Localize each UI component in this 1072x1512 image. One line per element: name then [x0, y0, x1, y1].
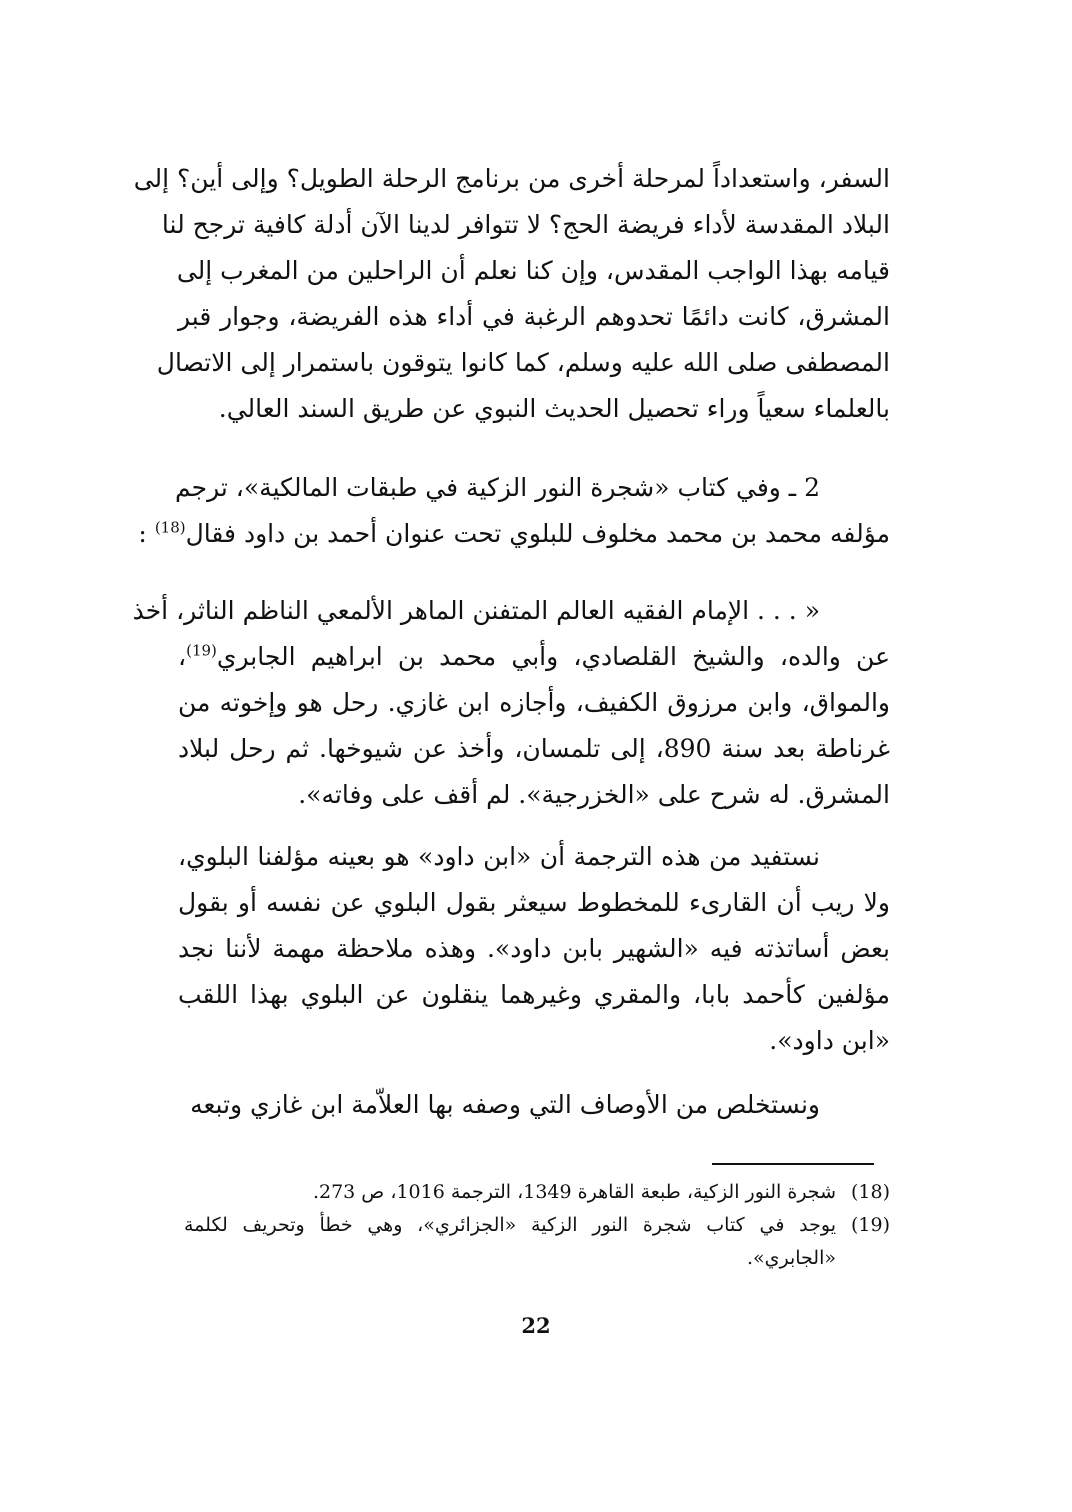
text-line: ونستخلص من الأوصاف التي وصفه بها العلاّمة ابن غازي وتبعه — [190, 1090, 820, 1119]
text-line: السفر، واستعداداً لمرحلة أخرى من برنامج الرحلة الطويل؟ وإلى أين؟ إلى — [133, 164, 890, 193]
text-line: قيامه بهذا الواجب المقدس، وإن كنا نعلم أن الراحلين من المغرب إلى — [176, 256, 890, 285]
footnotes — [184, 1176, 890, 1275]
text-line: غرناطة بعد سنة 890، إلى تلمسان، وأخذ عن شيوخها. ثم رحل لبلاد — [178, 734, 890, 763]
text-line: مؤلفين كأحمد بابا، والمقري وغيرهما ينقلون عن البلوي بهذا اللقب — [178, 980, 890, 1009]
text-line: بعض أساتذته فيه «الشهير بابن داود». وهذه ملاحظة مهمة لأننا نجد — [178, 934, 890, 963]
footnote-ref-18[interactable]: (18) — [154, 518, 186, 537]
text-line: بالعلماء سعياً وراء تحصيل الحديث النبوي عن طريق السند العالي. — [218, 394, 890, 423]
paragraph-4 — [178, 834, 890, 1064]
paragraph-5 — [178, 1082, 890, 1128]
text-line — [178, 634, 890, 680]
text-line: المصطفى صلى الله عليه وسلم، كما كانوا يتوقون باستمرار إلى الاتصال — [156, 348, 890, 377]
line-text: عن والده، والشيخ القلصادي، وأبي محمد بن ابراهيم الجابري — [216, 642, 890, 671]
footnote-18 — [184, 1176, 890, 1209]
paragraph-2 — [138, 465, 890, 557]
text-line: «ابن داود». — [769, 1026, 890, 1055]
text-line: ولا ريب أن القارىء للمخطوط سيعثر بقول البلوي عن نفسه أو بقول — [178, 888, 890, 917]
text-line: « . . . الإمام الفقيه العالم المتفنن الماهر الألمعي الناظم الناثر، أخذ — [132, 596, 820, 625]
footnote-19 — [184, 1209, 890, 1275]
paragraph-3 — [132, 588, 890, 818]
footnote-text: يوجد في كتاب شجرة النور الزكية «الجزائري»، وهي خطأ وتحريف لكلمة — [184, 1214, 836, 1236]
text-line: والمواق، وابن مرزوق الكفيف، وأجازه ابن غازي. رحل هو وإخوته من — [178, 688, 890, 717]
line-tail: ، — [178, 642, 187, 671]
line-tail: : — [138, 519, 147, 548]
text-line: نستفيد من هذه الترجمة أن «ابن داود» هو بعينه مؤلفنا البلوي، — [178, 842, 820, 871]
text-line: المشرق. له شرح على «الخزرجية». لم أقف على وفاته». — [298, 780, 890, 809]
text-line — [138, 511, 890, 557]
page-number: 22 — [521, 1313, 551, 1338]
footnote-ref-19[interactable]: (19) — [186, 641, 217, 660]
text-line: المشرق، كانت دائمًا تحدوهم الرغبة في أداء هذه الفريضة، وجوار قبر — [178, 302, 890, 331]
footnote-number: (19) — [850, 1214, 890, 1236]
footnote-divider — [712, 1163, 874, 1165]
footnote-number: (18) — [850, 1181, 890, 1203]
footnote-text: «الجابري». — [746, 1247, 836, 1269]
paragraph-1 — [133, 156, 890, 432]
text-line: البلاد المقدسة لأداء فريضة الحج؟ لا تتوافر لدينا الآن أدلة كافية ترجح لنا — [161, 210, 890, 239]
footnote-text: شجرة النور الزكية، طبعة القاهرة 1349، الترجمة 1016، ص 273. — [312, 1181, 836, 1203]
text-line: 2 ـ وفي كتاب «شجرة النور الزكية في طبقات المالكية»، ترجم — [175, 473, 820, 502]
line-text: مؤلفه محمد بن محمد مخلوف للبلوي تحت عنوان أحمد بن داود فقال — [185, 519, 890, 548]
